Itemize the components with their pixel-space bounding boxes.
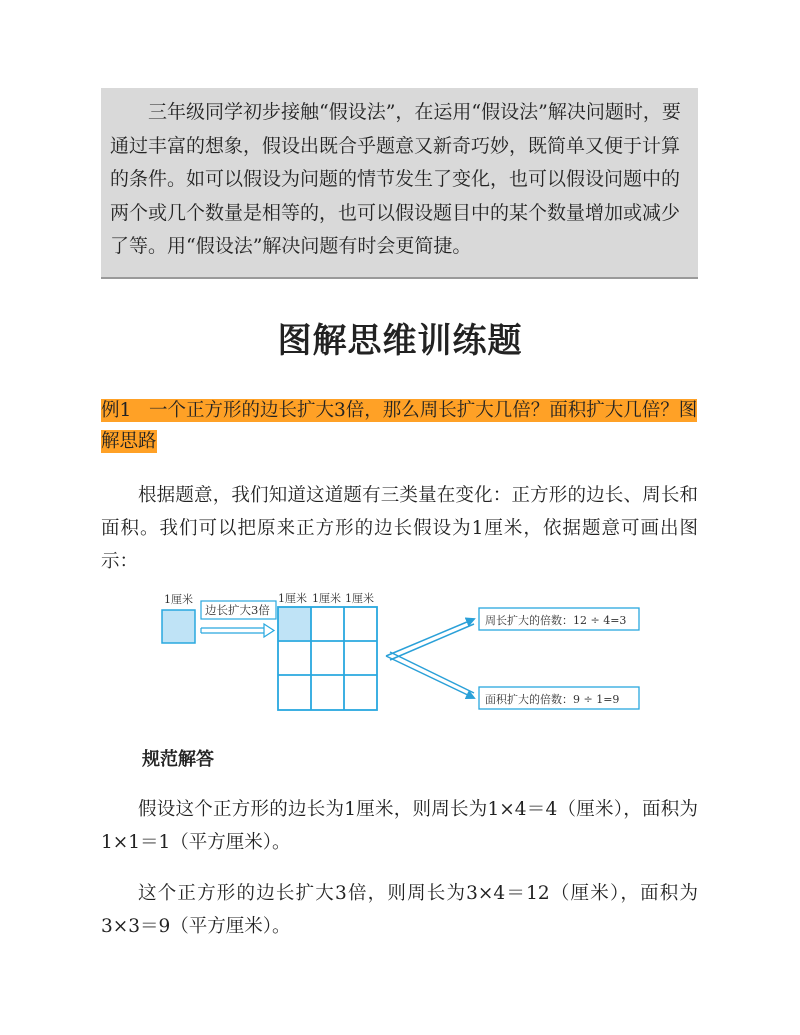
area-result: 面积扩大的倍数：9 ÷ 1=9 bbox=[485, 693, 620, 706]
top-label-2: 1厘米 bbox=[312, 592, 341, 605]
example-highlight bbox=[101, 399, 697, 453]
expand-arrow bbox=[201, 624, 274, 637]
arrow-label: 边长扩大3倍 bbox=[205, 603, 270, 617]
small-square bbox=[162, 610, 195, 643]
diagram bbox=[140, 585, 660, 720]
solution-step-1: 假设这个正方形的边长为1厘米，则周长为1×4＝4（厘米），面积为1×1＝1（平方厘米）。 bbox=[101, 799, 698, 853]
small-square-label: 1厘米 bbox=[164, 593, 193, 606]
example-question: 一个正方形的边长扩大3倍，那么周长扩大几倍？面积扩大几倍？图解思路 bbox=[101, 400, 698, 452]
analysis-paragraph: 根据题意，我们知道这道题有三类量在变化：正方形的边长、周长和面积。我们可以把原来正方形的边长假设为1厘米，依据题意可画出图示： bbox=[101, 485, 698, 572]
example-heading bbox=[101, 395, 701, 457]
example-label: 例1 bbox=[101, 400, 132, 421]
page-title: 图解思维训练题 bbox=[277, 321, 523, 361]
solution-heading: 规范解答 bbox=[142, 749, 214, 770]
top-label-3: 1厘米 bbox=[345, 592, 374, 605]
branch-arrows bbox=[386, 619, 474, 698]
solution-step-2: 这个正方形的边长扩大3倍，则周长为3×4＝12（厘米），面积为3×3＝9（平方厘米）。 bbox=[101, 883, 698, 937]
perimeter-result: 周长扩大的倍数：12 ÷ 4=3 bbox=[485, 614, 627, 627]
intro-text: 三年级同学初步接触“假设法”，在运用“假设法”解决问题时，要通过丰富的想象，假设出既合乎题意又新奇巧妙，既简单又便于计算的条件。如可以假设为问题的情节发生了变化，也可以假设问题中的两个或几个数量是相等的，也可以假设题目中的某个数量增加或减少了等。用“假设法”解决问题有时会更简捷。 bbox=[110, 101, 681, 257]
intro-box bbox=[101, 88, 698, 279]
original-cell bbox=[278, 607, 311, 640]
big-square-grid bbox=[278, 607, 377, 710]
top-label-1: 1厘米 bbox=[278, 592, 307, 605]
